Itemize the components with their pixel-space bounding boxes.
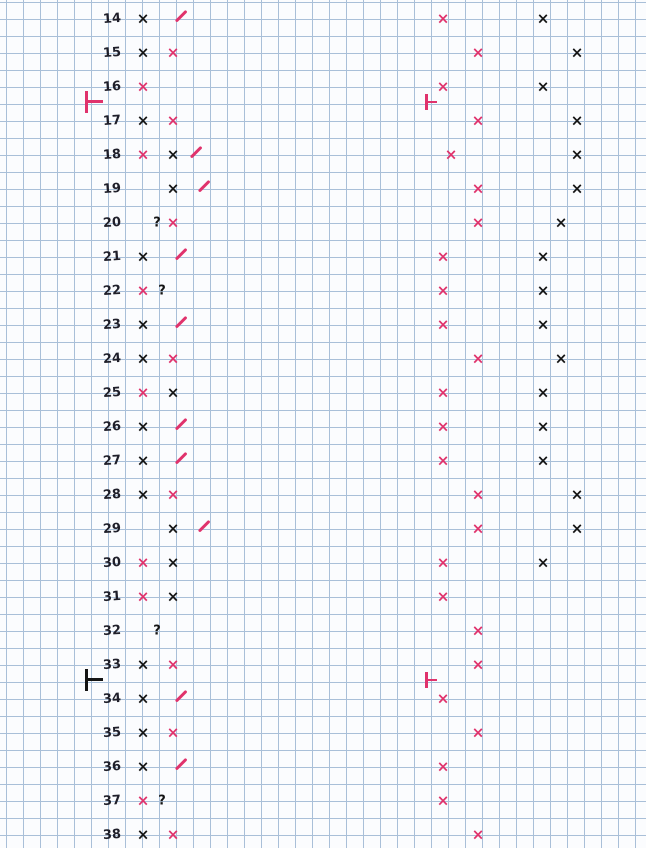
black-x-mark: × — [536, 77, 550, 96]
pink-x-mark: × — [166, 111, 180, 130]
pink-x-mark: × — [166, 485, 180, 504]
pink-x-mark: × — [436, 451, 450, 470]
row-number: 37 — [102, 792, 122, 810]
row-number: 14 — [102, 10, 122, 28]
black-x-mark: × — [136, 689, 150, 708]
check-slash-mark — [175, 452, 187, 464]
pink-x-mark: × — [436, 383, 450, 402]
black-x-mark: × — [554, 349, 568, 368]
question-mark: ? — [158, 283, 166, 299]
pink-x-mark: × — [436, 315, 450, 334]
black-x-mark: × — [536, 281, 550, 300]
row-number: 32 — [102, 622, 122, 640]
check-slash-mark — [175, 418, 187, 430]
black-x-mark: × — [536, 451, 550, 470]
pink-x-mark: × — [471, 349, 485, 368]
check-slash-mark — [175, 248, 187, 260]
black-x-mark: × — [136, 655, 150, 674]
pink-x-mark: × — [166, 349, 180, 368]
pink-x-mark: × — [436, 757, 450, 776]
pink-x-mark: × — [436, 281, 450, 300]
row-number: 30 — [102, 554, 122, 572]
black-x-mark: × — [570, 145, 584, 164]
black-x-mark: × — [570, 485, 584, 504]
black-x-mark: × — [536, 9, 550, 28]
row-number: 25 — [102, 384, 122, 402]
pink-x-mark: × — [166, 43, 180, 62]
row-number: 26 — [102, 418, 122, 436]
check-slash-mark — [175, 758, 187, 770]
black-x-mark: × — [570, 519, 584, 538]
check-slash-mark — [175, 316, 187, 328]
pink-x-mark: × — [471, 111, 485, 130]
black-x-mark: × — [166, 587, 180, 606]
row-number: 23 — [102, 316, 122, 334]
black-x-mark: × — [570, 43, 584, 62]
black-x-mark: × — [166, 179, 180, 198]
black-x-mark: × — [536, 383, 550, 402]
black-x-mark: × — [570, 179, 584, 198]
black-x-mark: × — [536, 247, 550, 266]
row-number: 35 — [102, 724, 122, 742]
row-number: 22 — [102, 282, 122, 300]
check-slash-mark — [175, 10, 187, 22]
black-x-mark: × — [136, 825, 150, 844]
black-x-mark: × — [136, 349, 150, 368]
t-marker-symbol — [85, 91, 103, 113]
row-number: 20 — [102, 214, 122, 232]
pink-x-mark: × — [471, 213, 485, 232]
pink-x-mark: × — [166, 825, 180, 844]
pink-x-mark: × — [471, 655, 485, 674]
black-x-mark: × — [136, 247, 150, 266]
pink-x-mark: × — [136, 587, 150, 606]
question-mark: ? — [158, 793, 166, 809]
black-x-mark: × — [136, 315, 150, 334]
black-x-mark: × — [136, 757, 150, 776]
row-number: 27 — [102, 452, 122, 470]
row-number: 19 — [102, 180, 122, 198]
black-x-mark: × — [536, 315, 550, 334]
row-number: 34 — [102, 690, 122, 708]
row-number: 28 — [102, 486, 122, 504]
pink-x-mark: × — [136, 383, 150, 402]
check-slash-mark — [198, 180, 210, 192]
row-number: 31 — [102, 588, 122, 606]
black-x-mark: × — [136, 43, 150, 62]
row-number: 38 — [102, 826, 122, 844]
pink-x-mark: × — [471, 621, 485, 640]
pink-x-mark: × — [436, 587, 450, 606]
black-x-mark: × — [136, 485, 150, 504]
pink-x-mark: × — [444, 145, 458, 164]
row-number: 21 — [102, 248, 122, 266]
row-number: 18 — [102, 146, 122, 164]
pink-x-mark: × — [436, 77, 450, 96]
pink-x-mark: × — [471, 519, 485, 538]
pink-x-mark: × — [166, 213, 180, 232]
pink-x-mark: × — [136, 791, 150, 810]
check-slash-mark — [190, 146, 202, 158]
black-x-mark: × — [570, 111, 584, 130]
black-x-mark: × — [136, 451, 150, 470]
pink-x-mark: × — [166, 655, 180, 674]
pink-x-mark: × — [136, 77, 150, 96]
row-number: 17 — [102, 112, 122, 130]
pink-x-mark: × — [471, 723, 485, 742]
black-x-mark: × — [166, 145, 180, 164]
pink-x-mark: × — [471, 43, 485, 62]
row-number: 16 — [102, 78, 122, 96]
pink-x-mark: × — [436, 791, 450, 810]
black-x-mark: × — [136, 723, 150, 742]
t-marker-symbol — [85, 669, 103, 691]
pink-x-mark: × — [436, 689, 450, 708]
black-x-mark: × — [554, 213, 568, 232]
pink-x-mark: × — [436, 553, 450, 572]
pink-x-mark: × — [436, 417, 450, 436]
t-marker-symbol — [425, 94, 437, 110]
pink-x-mark: × — [471, 825, 485, 844]
check-slash-mark — [198, 520, 210, 532]
pink-x-mark: × — [436, 9, 450, 28]
row-number: 29 — [102, 520, 122, 538]
black-x-mark: × — [136, 417, 150, 436]
row-number: 33 — [102, 656, 122, 674]
check-slash-mark — [175, 690, 187, 702]
black-x-mark: × — [136, 111, 150, 130]
pink-x-mark: × — [471, 485, 485, 504]
black-x-mark: × — [136, 9, 150, 28]
t-marker-symbol — [425, 672, 437, 688]
black-x-mark: × — [166, 383, 180, 402]
row-number: 24 — [102, 350, 122, 368]
pink-x-mark: × — [471, 179, 485, 198]
row-number: 36 — [102, 758, 122, 776]
black-x-mark: × — [536, 417, 550, 436]
pink-x-mark: × — [136, 145, 150, 164]
question-mark: ? — [153, 215, 161, 231]
question-mark: ? — [153, 623, 161, 639]
pink-x-mark: × — [136, 553, 150, 572]
row-number: 15 — [102, 44, 122, 62]
pink-x-mark: × — [166, 723, 180, 742]
pink-x-mark: × — [136, 281, 150, 300]
black-x-mark: × — [536, 553, 550, 572]
black-x-mark: × — [166, 519, 180, 538]
pink-x-mark: × — [436, 247, 450, 266]
black-x-mark: × — [166, 553, 180, 572]
